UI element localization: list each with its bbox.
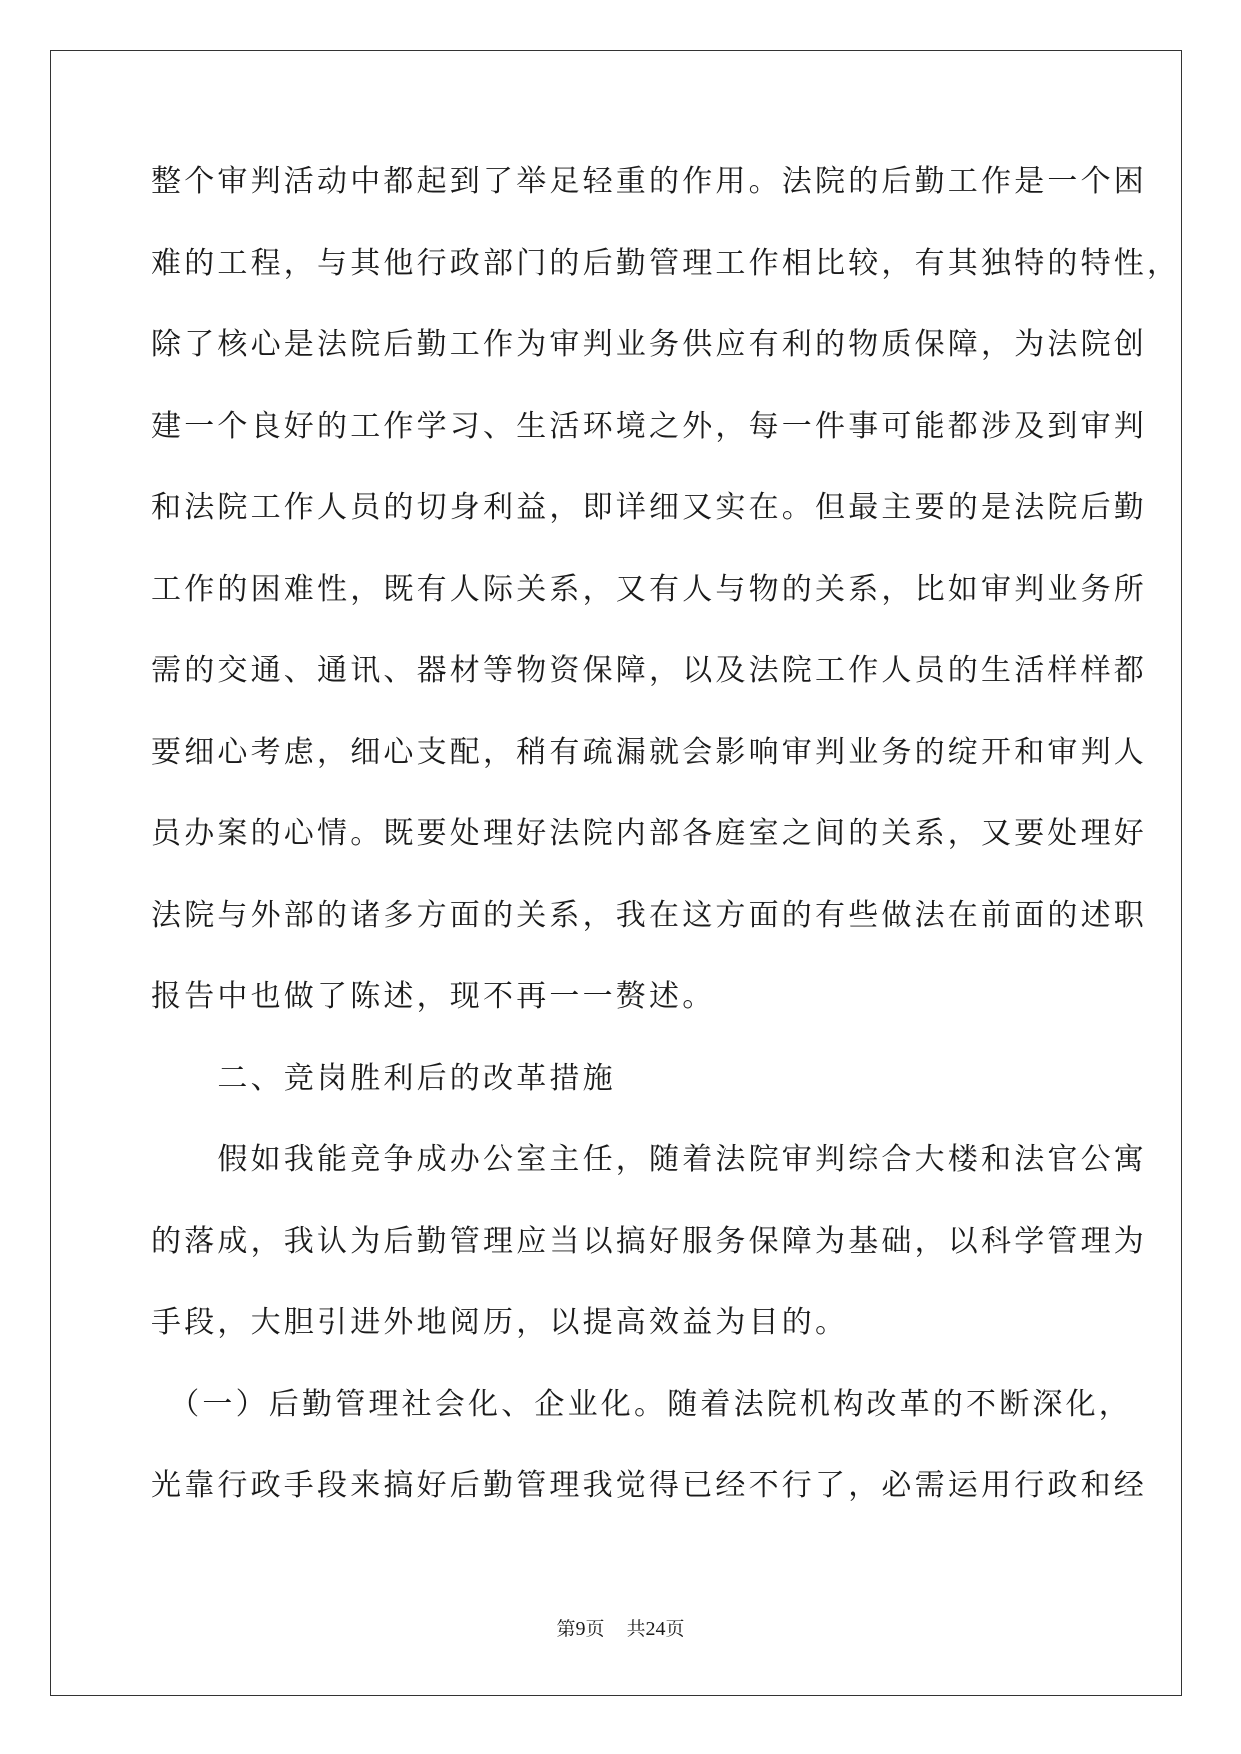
text-line: 手段，大胆引进外地阅历，以提高效益为目的。	[151, 1305, 849, 1340]
text-line: 建一个良好的工作学习、生活环境之外，每一件事可能都涉及到审判	[151, 408, 1147, 444]
text-line: 需的交通、通讯、器材等物资保障，以及法院工作人员的生活样样都	[151, 653, 1147, 688]
text-line: 整个审判活动中都起到了举足轻重的作用。法院的后勤工作是一个困	[151, 164, 1147, 199]
total-suffix: 页	[665, 1618, 685, 1640]
text-line: （一）后勤管理社会化、企业化。随着法院机构改革的不断深化，	[151, 1386, 1132, 1422]
text-line: 假如我能竞争成办公室主任，随着法院审判综合大楼和法官公寓	[151, 1142, 1147, 1177]
text-line: 要细心考虑，细心支配，稍有疏漏就会影响审判业务的绽开和审判人	[151, 734, 1147, 770]
page-number: 9	[575, 1618, 586, 1640]
text-line: 员办案的心情。既要处理好法院内部各庭室之间的关系，又要处理好	[151, 816, 1147, 851]
text-line: 报告中也做了陈述，现不再一一赘述。	[151, 979, 716, 1014]
page-footer	[0, 1614, 1241, 1641]
text-line: 法院与外部的诸多方面的关系，我在这方面的有些做法在前面的述职	[151, 897, 1147, 933]
text-line: 的落成，我认为后勤管理应当以搞好服务保障为基础，以科学管理为	[151, 1223, 1147, 1259]
text-line: 光靠行政手段来搞好后勤管理我觉得已经不行了，必需运用行政和经	[151, 1468, 1147, 1503]
section-heading: 二、竞岗胜利后的改革措施	[151, 1060, 616, 1096]
total-prefix: 共	[626, 1618, 646, 1640]
text-line: 和法院工作人员的切身利益，即详细又实在。但最主要的是法院后勤	[151, 490, 1147, 525]
text-line: 难的工程，与其他行政部门的后勤管理工作相比较，有其独特的特性，	[151, 245, 1181, 281]
page-prefix: 第	[556, 1618, 576, 1640]
page-suffix: 页	[585, 1618, 605, 1640]
text-line: 除了核心是法院后勤工作为审判业务供应有利的物质保障，为法院创	[151, 327, 1147, 362]
document-body	[151, 158, 1181, 1544]
total-pages: 24	[645, 1618, 666, 1640]
text-line: 工作的困难性，既有人际关系，又有人与物的关系，比如审判业务所	[151, 571, 1147, 607]
